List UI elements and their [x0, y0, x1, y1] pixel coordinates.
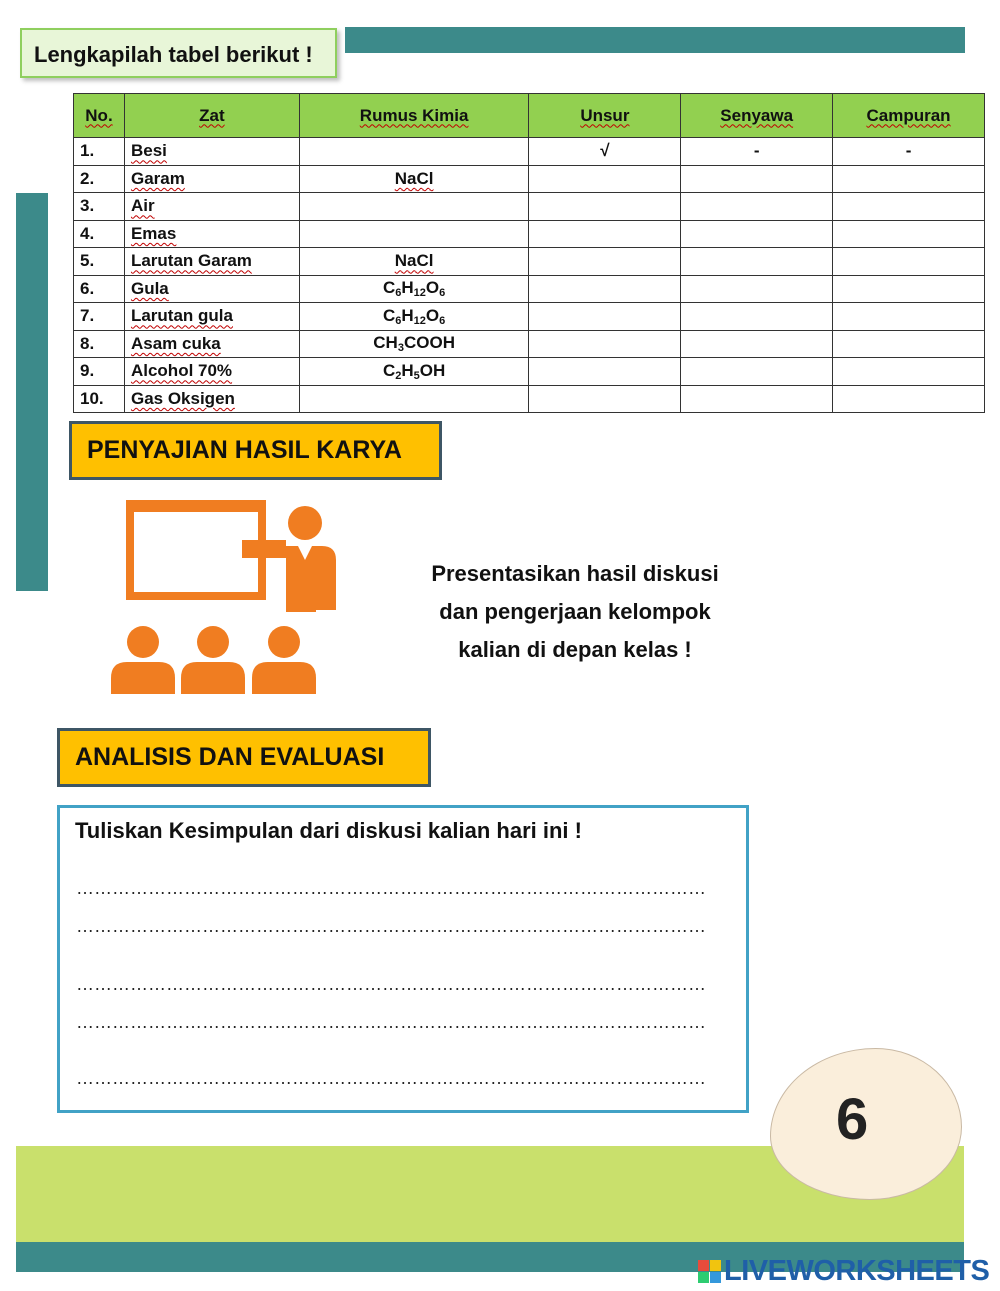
row-no-text: 4.: [80, 223, 95, 243]
row-formula[interactable]: [299, 248, 529, 276]
row-formula[interactable]: [299, 303, 529, 331]
row-no: [74, 385, 125, 413]
row-campuran-cell[interactable]: [833, 303, 985, 331]
row-unsur-cell[interactable]: [529, 385, 681, 413]
row-senyawa-cell-text: -: [753, 141, 760, 161]
row-formula[interactable]: [299, 358, 529, 386]
conclusion-box: [57, 805, 749, 1113]
liveworksheets-brand: LIVEWORKSHEETS: [724, 1255, 990, 1287]
top-decor-bar: [345, 27, 965, 53]
row-senyawa-cell[interactable]: [681, 275, 833, 303]
row-formula[interactable]: [299, 138, 529, 166]
row-no-text: 1.: [80, 141, 95, 161]
answer-line[interactable]: ……………………………………………………………………………………………: [76, 974, 706, 994]
row-campuran-cell[interactable]: [833, 330, 985, 358]
presentation-line: kalian di depan kelas !: [458, 637, 692, 662]
row-unsur-cell[interactable]: [529, 275, 681, 303]
header-zat: Zat: [124, 94, 299, 138]
row-substance: [124, 303, 299, 331]
row-unsur-cell[interactable]: [529, 358, 681, 386]
row-campuran-cell[interactable]: [833, 275, 985, 303]
row-substance-text: Larutan gula: [130, 306, 233, 326]
answer-line[interactable]: ……………………………………………………………………………………………: [76, 878, 706, 898]
row-campuran-cell[interactable]: [833, 220, 985, 248]
row-campuran-cell[interactable]: [833, 165, 985, 193]
row-substance-text: Gas Oksigen: [130, 388, 235, 408]
row-substance: [124, 358, 299, 386]
table-row: [74, 275, 985, 303]
row-senyawa-cell[interactable]: [681, 385, 833, 413]
table-row: [74, 385, 985, 413]
row-campuran-cell-text: -: [905, 141, 912, 161]
row-formula[interactable]: [299, 165, 529, 193]
row-campuran-cell[interactable]: [833, 193, 985, 221]
row-formula-text: $CH_3COOH$: [373, 333, 455, 355]
row-formula-text: $C_2H_5OH$: [382, 360, 446, 382]
row-substance-text: Emas: [130, 223, 177, 243]
row-senyawa-cell[interactable]: [681, 248, 833, 276]
row-formula[interactable]: [299, 220, 529, 248]
side-decor-bar: [16, 193, 48, 591]
row-unsur-cell[interactable]: [529, 220, 681, 248]
row-campuran-cell[interactable]: [833, 358, 985, 386]
header-unsur: Unsur: [529, 94, 681, 138]
row-substance-text: Gula: [130, 278, 169, 298]
row-substance: [124, 385, 299, 413]
row-senyawa-cell[interactable]: [681, 220, 833, 248]
row-no-text: 7.: [80, 306, 95, 326]
conclusion-prompt: Tuliskan Kesimpulan dari diskusi kalian hari ini !: [75, 818, 582, 843]
row-unsur-cell[interactable]: [529, 138, 681, 166]
row-senyawa-cell[interactable]: [681, 303, 833, 331]
answer-line[interactable]: ……………………………………………………………………………………………: [76, 1068, 706, 1088]
row-formula[interactable]: [299, 193, 529, 221]
row-formula-text: $C_6H_{12}O_6$: [382, 305, 446, 327]
row-unsur-cell-text: √: [600, 141, 610, 161]
table-row: [74, 248, 985, 276]
row-substance: [124, 330, 299, 358]
table-row: [74, 193, 985, 221]
row-no-text: 10.: [80, 388, 104, 408]
table-row: [74, 330, 985, 358]
liveworksheets-logo: [698, 1255, 989, 1288]
row-substance-text: Garam: [130, 168, 185, 188]
row-substance: [124, 248, 299, 276]
row-substance-text: Besi: [130, 141, 167, 161]
presentation-line: dan pengerjaan kelompok: [439, 599, 711, 624]
row-no-text: 6.: [80, 278, 95, 298]
row-no-text: 8.: [80, 333, 95, 353]
row-no-text: 5.: [80, 251, 95, 271]
section-title-presentation: PENYAJIAN HASIL KARYA: [69, 421, 442, 480]
row-no: [74, 275, 125, 303]
row-senyawa-cell[interactable]: [681, 138, 833, 166]
table-row: [74, 165, 985, 193]
substance-table: [73, 93, 985, 413]
row-no: [74, 220, 125, 248]
instruction-label: Lengkapilah tabel berikut !: [20, 28, 337, 78]
table-header-row: [74, 94, 985, 138]
row-formula-text: $C_6H_{12}O_6$: [382, 278, 446, 300]
row-substance-text: Alcohol 70%: [130, 361, 233, 381]
header-campuran: Campuran: [833, 94, 985, 138]
row-no: [74, 193, 125, 221]
row-no: [74, 303, 125, 331]
row-no-text: 3.: [80, 196, 95, 216]
table-row: [74, 303, 985, 331]
row-unsur-cell[interactable]: [529, 193, 681, 221]
presentation-line: Presentasikan hasil diskusi: [431, 561, 719, 586]
row-unsur-cell[interactable]: [529, 303, 681, 331]
row-formula[interactable]: [299, 330, 529, 358]
row-campuran-cell[interactable]: [833, 138, 985, 166]
row-no: [74, 358, 125, 386]
table-row: [74, 358, 985, 386]
header-no: No.: [74, 94, 125, 138]
row-formula-text: NaCl: [394, 168, 434, 188]
row-no: [74, 248, 125, 276]
row-unsur-cell[interactable]: [529, 165, 681, 193]
row-substance-text: Asam cuka: [130, 333, 221, 353]
row-no: [74, 138, 125, 166]
row-campuran-cell[interactable]: [833, 385, 985, 413]
row-substance-text: Air: [130, 196, 155, 216]
row-no: [74, 330, 125, 358]
row-unsur-cell[interactable]: [529, 330, 681, 358]
page-number: 6: [836, 1087, 869, 1152]
row-senyawa-cell[interactable]: [681, 330, 833, 358]
header-formula: Rumus Kimia: [299, 94, 529, 138]
row-senyawa-cell[interactable]: [681, 165, 833, 193]
row-substance: [124, 193, 299, 221]
answer-line[interactable]: ……………………………………………………………………………………………: [76, 1012, 706, 1032]
row-senyawa-cell[interactable]: [681, 358, 833, 386]
section-title-analysis: ANALISIS DAN EVALUASI: [57, 728, 431, 787]
row-substance-text: Larutan Garam: [130, 251, 252, 271]
row-substance: [124, 138, 299, 166]
row-formula[interactable]: [299, 275, 529, 303]
row-formula-text: NaCl: [394, 251, 434, 271]
row-formula[interactable]: [299, 385, 529, 413]
row-senyawa-cell[interactable]: [681, 193, 833, 221]
table-row: [74, 220, 985, 248]
row-no: [74, 165, 125, 193]
row-unsur-cell[interactable]: [529, 248, 681, 276]
row-substance: [124, 165, 299, 193]
row-campuran-cell[interactable]: [833, 248, 985, 276]
row-no-text: 2.: [80, 168, 95, 188]
presentation-instruction: [400, 555, 750, 669]
row-substance: [124, 220, 299, 248]
row-substance: [124, 275, 299, 303]
answer-line[interactable]: ……………………………………………………………………………………………: [76, 916, 706, 936]
liveworksheets-mark-icon: [698, 1260, 721, 1283]
header-senyawa: Senyawa: [681, 94, 833, 138]
table-row: [74, 138, 985, 166]
row-no-text: 9.: [80, 361, 95, 381]
presentation-icon: [108, 498, 343, 696]
